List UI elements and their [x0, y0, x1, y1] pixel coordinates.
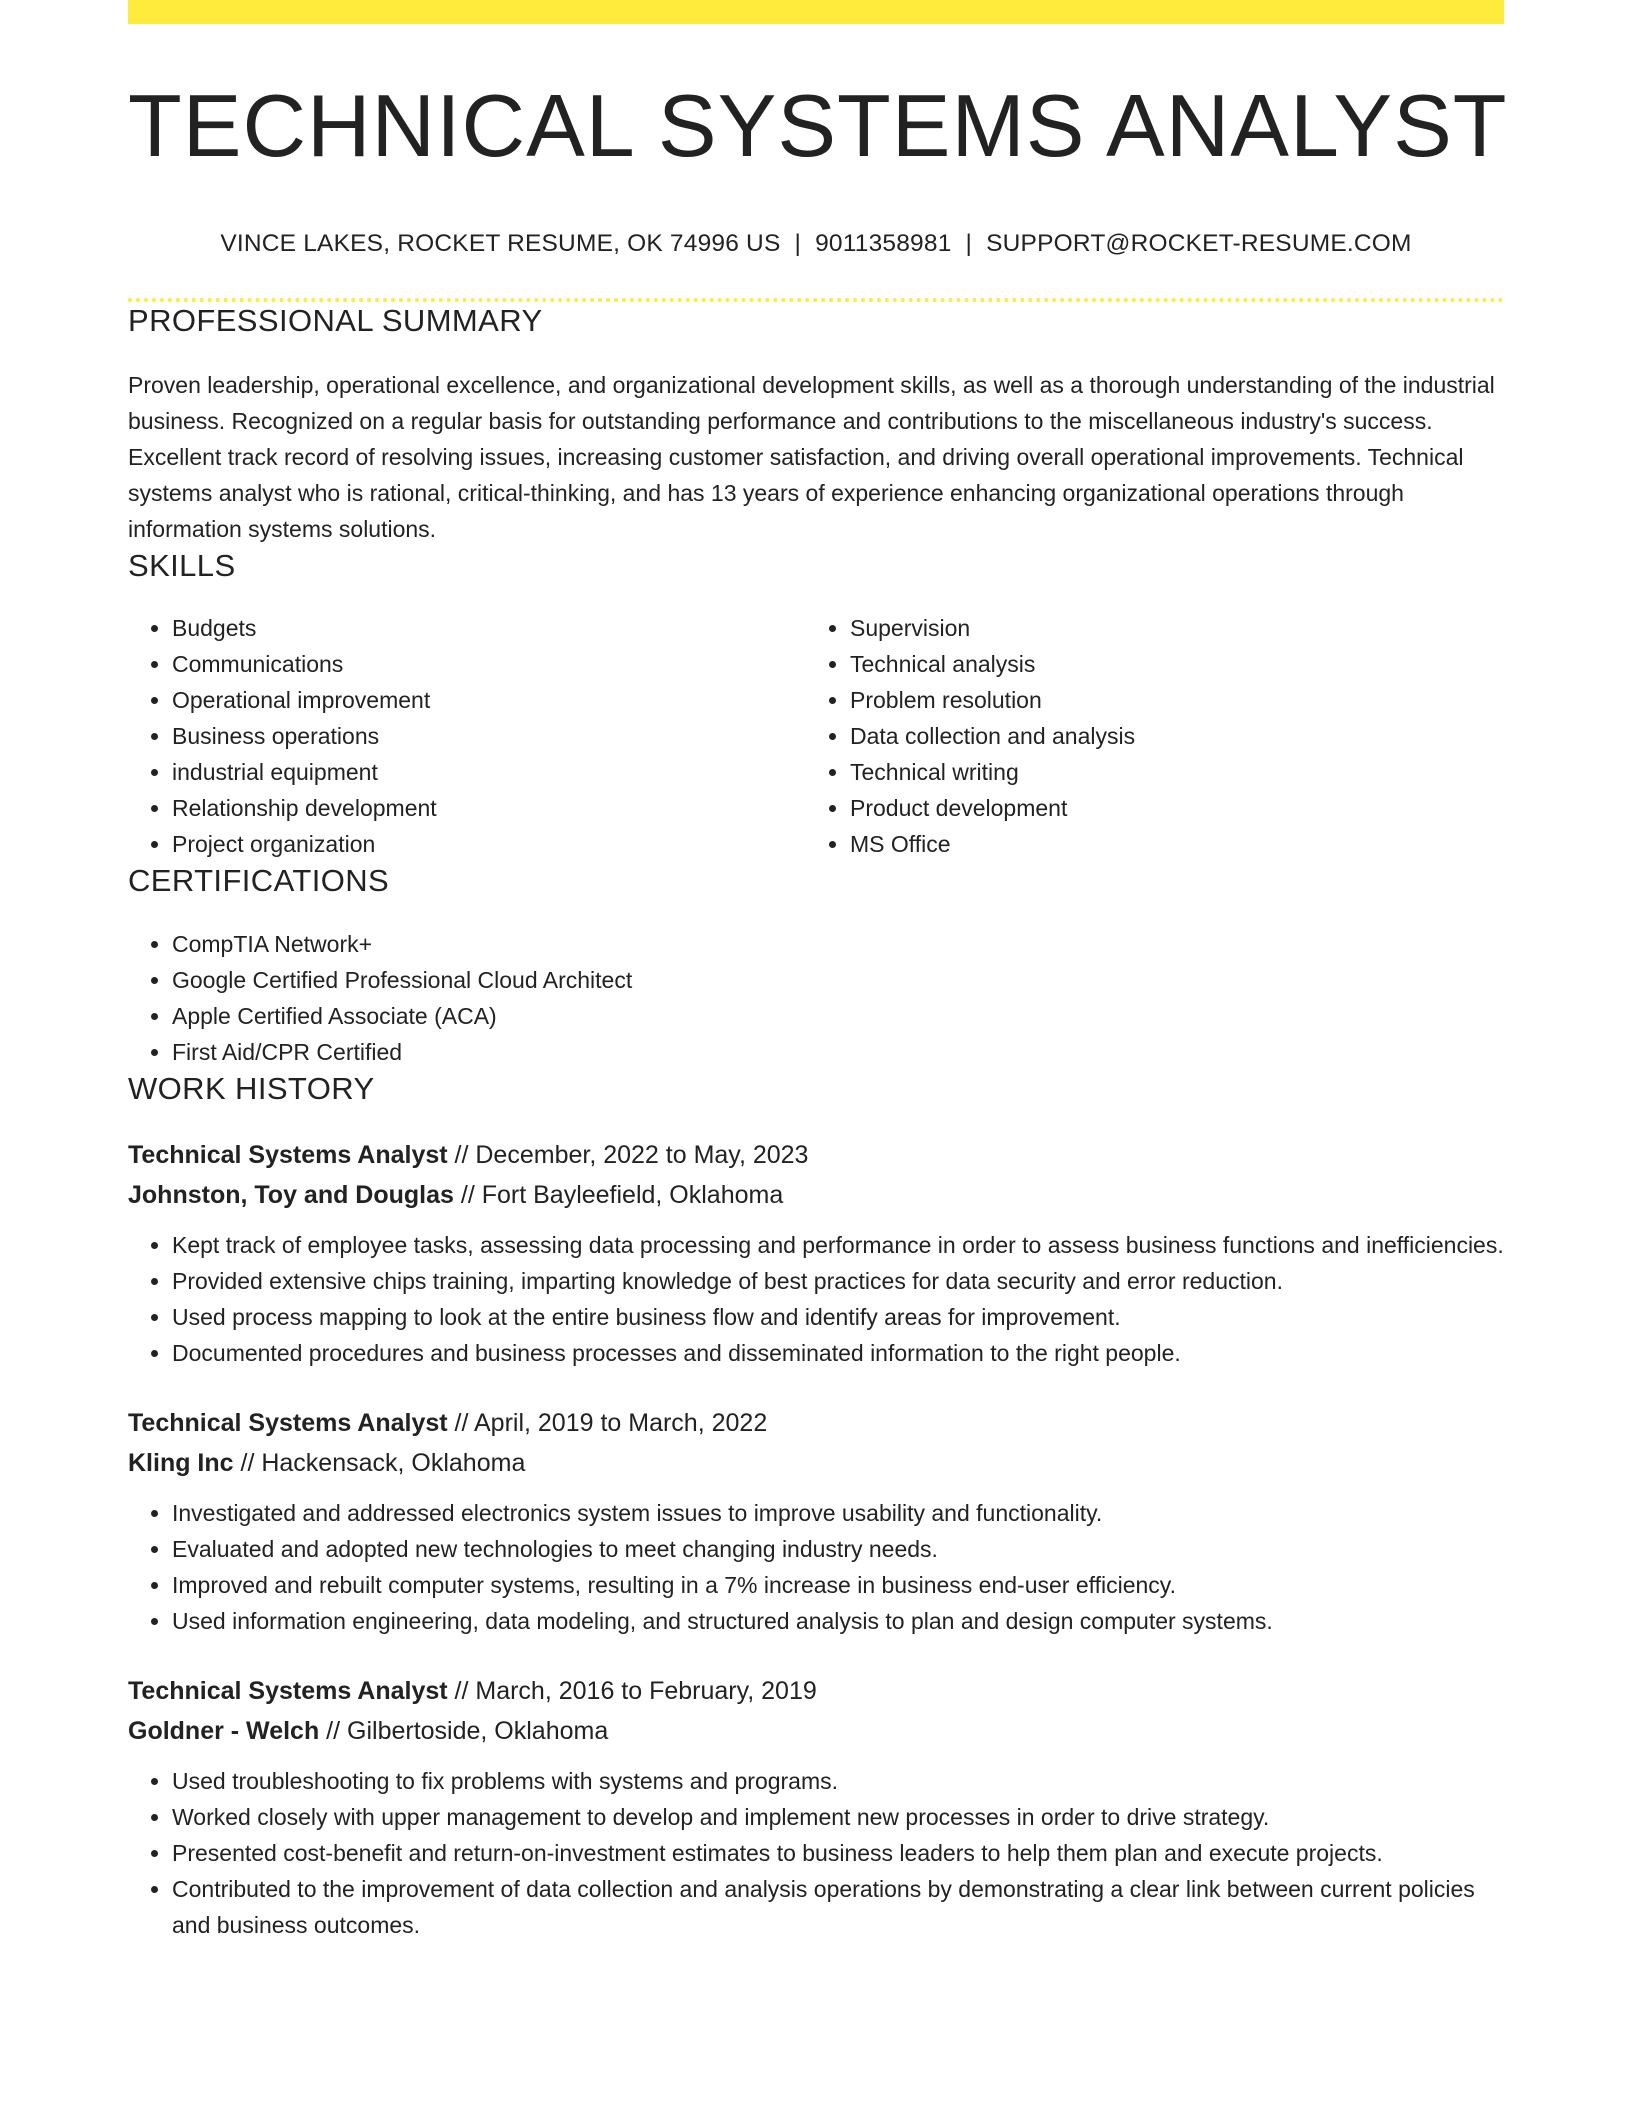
- certification-item: • Google Certified Professional Cloud Architect: [172, 962, 1504, 998]
- job-location: // Fort Bayleefield, Oklahoma: [453, 1180, 784, 1209]
- job-dates: // December, 2022 to May, 2023: [447, 1140, 809, 1169]
- skill-item: • Budgets: [172, 610, 806, 646]
- job-title: Technical Systems Analyst: [128, 1140, 448, 1169]
- job-bullets: [128, 1495, 1504, 1639]
- contact-address: VINCE LAKES, ROCKET RESUME, OK 74996 US: [220, 230, 781, 257]
- top-accent-bar: [128, 0, 1504, 24]
- job-bullet: • Used troubleshooting to fix problems with systems and programs.: [172, 1763, 1504, 1799]
- certifications-heading: CERTIFICATIONS: [128, 863, 390, 899]
- skill-item: • industrial equipment: [172, 754, 806, 790]
- skills-list: [128, 610, 1504, 862]
- resume-page: [128, 0, 1508, 1943]
- job-bullet: • Used process mapping to look at the entire business flow and identify areas for improvement.: [172, 1299, 1504, 1335]
- skill-item: • Communications: [172, 646, 806, 682]
- contact-email: SUPPORT@ROCKET-RESUME.COM: [986, 230, 1412, 257]
- job-title-line: [128, 1671, 1504, 1711]
- skills-column-left: [128, 610, 806, 862]
- job-title: Technical Systems Analyst: [128, 1408, 448, 1437]
- job-company: Goldner - Welch: [128, 1716, 320, 1745]
- job-bullets: [128, 1227, 1504, 1371]
- skill-item: • Technical writing: [850, 754, 1484, 790]
- job-location: // Gilbertoside, Oklahoma: [319, 1716, 609, 1745]
- contact-line: [128, 230, 1504, 258]
- job-company-line: [128, 1711, 1504, 1751]
- job-bullet: • Kept track of employee tasks, assessing data processing and performance in order to assess business functions and inefficiencies.: [172, 1227, 1504, 1263]
- job-company: Kling Inc: [128, 1448, 234, 1477]
- skill-item: • Relationship development: [172, 790, 806, 826]
- job-title-line: [128, 1403, 1504, 1443]
- job-dates: // March, 2016 to February, 2019: [447, 1676, 817, 1705]
- job-bullet: • Investigated and addressed electronics system issues to improve usability and functionality.: [172, 1495, 1504, 1531]
- summary-heading: PROFESSIONAL SUMMARY: [128, 303, 543, 338]
- job-bullet: • Evaluated and adopted new technologies to meet changing industry needs.: [172, 1531, 1504, 1567]
- job-location: // Hackensack, Oklahoma: [233, 1448, 526, 1477]
- job-title: Technical Systems Analyst: [128, 1676, 448, 1705]
- skill-item: • Product development: [850, 790, 1484, 826]
- resume-title: TECHNICAL SYSTEMS ANALYST: [128, 76, 1508, 175]
- skills-column-right: [806, 610, 1484, 862]
- contact-phone: 9011358981: [815, 230, 952, 257]
- summary-text: Proven leadership, operational excellence, and organizational development skills, as well as a thorough understanding of the industrial business. Recognized on a regular basis for outstanding performance and contributions to the miscellaneous industry's success. Excellent track record of resolving issues, increasing customer satisfaction, and driving overall operational improvements. Technical systems analyst who is rational, critical-thinking, and has 13 years of experience enhancing organizational operations through information systems solutions.: [128, 372, 1495, 543]
- work-history-heading: WORK HISTORY: [128, 1070, 375, 1106]
- job-company-line: [128, 1443, 1504, 1483]
- contact-separator: |: [794, 230, 802, 257]
- skill-item: • Technical analysis: [850, 646, 1484, 682]
- job-bullet: • Documented procedures and business processes and disseminated information to the right people.: [172, 1335, 1504, 1371]
- contact-separator: |: [965, 230, 973, 257]
- skill-item: • Project organization: [172, 826, 806, 862]
- skill-item: • Operational improvement: [172, 682, 806, 718]
- skill-item: • MS Office: [850, 826, 1484, 862]
- job-entry: [128, 1135, 1504, 1371]
- job-entry: [128, 1671, 1504, 1943]
- job-company: Johnston, Toy and Douglas: [128, 1180, 454, 1209]
- skills-heading: SKILLS: [128, 548, 236, 584]
- job-entry: [128, 1403, 1504, 1639]
- job-bullet: • Contributed to the improvement of data collection and analysis operations by demonstrating a clear link between current policies and business outcomes.: [172, 1871, 1504, 1943]
- certifications-list: [128, 926, 1504, 1070]
- job-bullet: • Improved and rebuilt computer systems, resulting in a 7% increase in business end-user efficiency.: [172, 1567, 1504, 1603]
- skill-item: • Data collection and analysis: [850, 718, 1484, 754]
- job-dates: // April, 2019 to March, 2022: [447, 1408, 768, 1437]
- skill-item: • Problem resolution: [850, 682, 1484, 718]
- certification-item: • First Aid/CPR Certified: [172, 1034, 1504, 1070]
- job-bullet: • Worked closely with upper management to develop and implement new processes in order to drive strategy.: [172, 1799, 1504, 1835]
- job-bullet: • Presented cost-benefit and return-on-investment estimates to business leaders to help them plan and execute projects.: [172, 1835, 1504, 1871]
- certification-item: • CompTIA Network+: [172, 926, 1504, 962]
- job-bullets: [128, 1763, 1504, 1943]
- skill-item: • Supervision: [850, 610, 1484, 646]
- certification-item: • Apple Certified Associate (ACA): [172, 998, 1504, 1034]
- job-bullet: • Used information engineering, data modeling, and structured analysis to plan and design computer systems.: [172, 1603, 1504, 1639]
- job-title-line: [128, 1135, 1504, 1175]
- job-bullet: • Provided extensive chips training, imparting knowledge of best practices for data security and error reduction.: [172, 1263, 1504, 1299]
- job-company-line: [128, 1175, 1504, 1215]
- skill-item: • Business operations: [172, 718, 806, 754]
